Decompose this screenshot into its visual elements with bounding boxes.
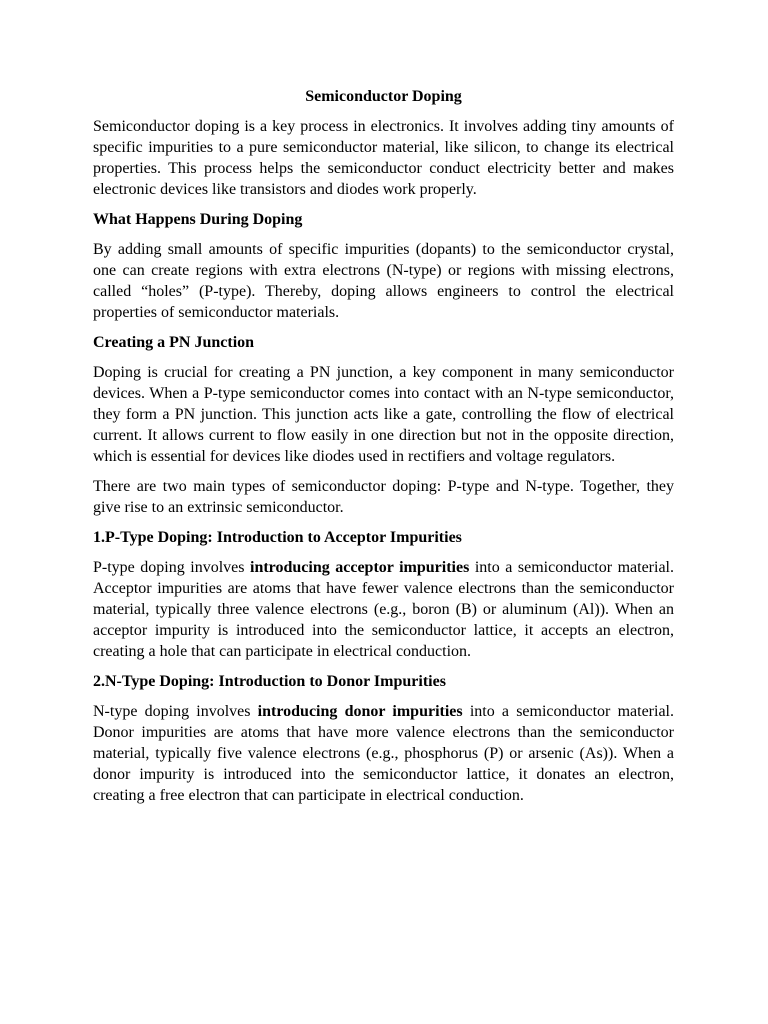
p-type-text-end: into a semiconductor material. Acceptor impurities are atoms that have fewer valence electrons than the semiconductor material, typically three valence electrons (e.g., boron (B) or aluminum (Al)). When an acceptor impurity is introduced into the semiconductor lattice, it accepts an electron, creating a hole that can participate in electrical conduction. xyxy=(93,559,674,660)
heading-pn-junction: Creating a PN Junction xyxy=(93,334,255,351)
n-type-paragraph xyxy=(93,701,674,806)
n-type-text-end: into a semiconductor material. Donor impurities are atoms that have more valence electrons than the semiconductor material, typically five valence electrons (e.g., phosphorus (P) or arsenic (As)). When a donor impurity is introduced into the semiconductor lattice, it donates an electron, creating a free electron that can participate in electrical conduction. xyxy=(93,703,674,804)
n-type-emphasis: introducing donor impurities xyxy=(257,703,463,720)
heading-p-type: 1.P-Type Doping: Introduction to Acceptor Impurities xyxy=(93,529,462,546)
pn-junction-paragraph: Doping is crucial for creating a PN junction, a key component in many semiconductor devices. When a P-type semiconductor comes into contact with an N-type semiconductor, they form a PN junction. This junction acts like a gate, controlling the flow of electrical current. It allows current to flow easily in one direction but not in the opposite direction, which is essential for devices like diodes used in rectifiers and voltage regulators. xyxy=(93,364,674,465)
doping-process-paragraph: By adding small amounts of specific impurities (dopants) to the semiconductor crystal, one can create regions with extra electrons (N-type) or regions with missing electrons, called “holes” (P-type). Thereby, doping allows engineers to control the electrical properties of semiconductor materials. xyxy=(93,241,674,321)
intro-paragraph: Semiconductor doping is a key process in electronics. It involves adding tiny amounts of specific impurities to a pure semiconductor material, like silicon, to change its electrical properties. This process helps the semiconductor conduct electricity better and makes electronic devices like transistors and diodes work properly. xyxy=(93,118,674,198)
p-type-text-start: P-type doping involves xyxy=(93,559,250,576)
doping-types-paragraph: There are two main types of semiconductor doping: P-type and N-type. Together, they give rise to an extrinsic semiconductor. xyxy=(93,478,674,516)
heading-n-type: 2.N-Type Doping: Introduction to Donor Impurities xyxy=(93,673,446,690)
document-title: Semiconductor Doping xyxy=(305,88,462,105)
p-type-emphasis: introducing acceptor impurities xyxy=(250,559,470,576)
p-type-paragraph xyxy=(93,557,674,662)
document-page xyxy=(93,86,674,815)
heading-what-happens: What Happens During Doping xyxy=(93,211,303,228)
n-type-text-start: N-type doping involves xyxy=(93,703,258,720)
